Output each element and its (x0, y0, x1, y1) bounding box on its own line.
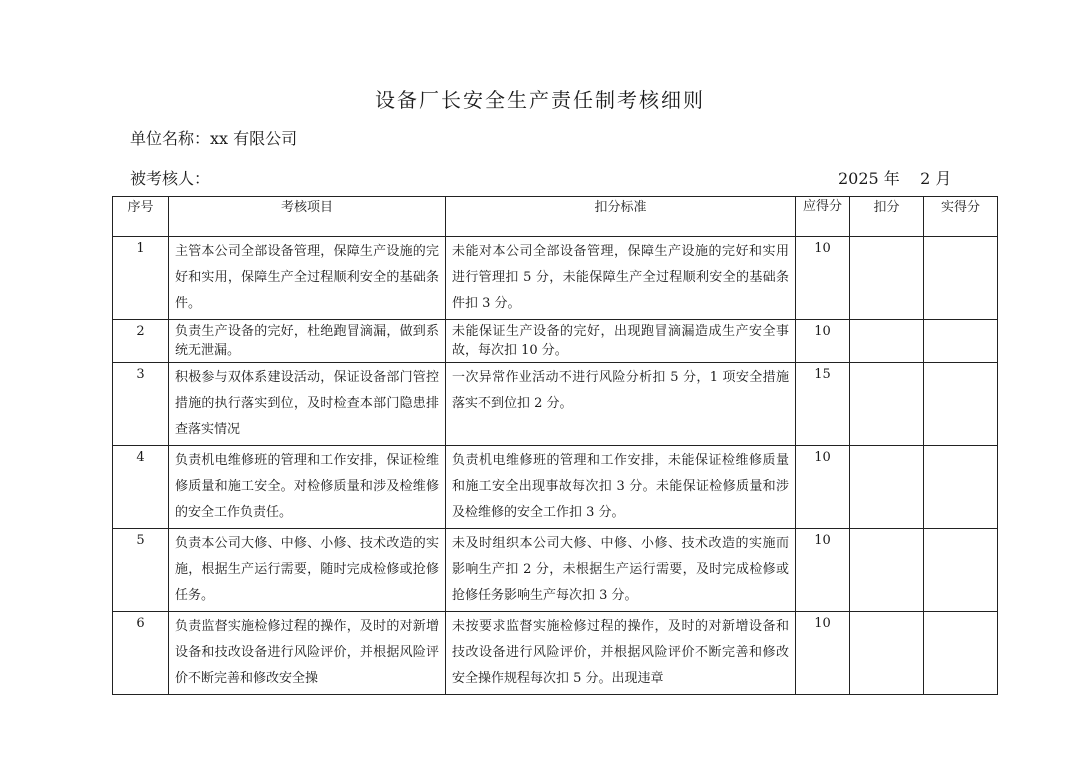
row-no: 5 (113, 529, 169, 612)
row-actual (924, 237, 998, 320)
row-score: 15 (796, 363, 850, 446)
row-item: 负责本公司大修、中修、小修、技术改造的实施，根据生产运行需要，随时完成检修或抢修任务。 (169, 529, 446, 612)
table-row (113, 446, 998, 529)
row-criteria: 未能保证生产设备的完好，出现跑冒滴漏造成生产安全事故，每次扣 10 分。 (446, 320, 796, 363)
header-item: 考核项目 (169, 197, 446, 237)
row-item: 负责生产设备的完好，杜绝跑冒滴漏，做到系统无泄漏。 (169, 320, 446, 363)
table-row (113, 237, 998, 320)
row-deduct (850, 612, 924, 695)
header-no: 序号 (113, 197, 169, 237)
header-criteria: 扣分标准 (446, 197, 796, 237)
row-item: 负责机电维修班的管理和工作安排，保证检维修质量和施工安全。对检修质量和涉及检维修的安全工作负责任。 (169, 446, 446, 529)
row-actual (924, 446, 998, 529)
row-no: 4 (113, 446, 169, 529)
header-deduct: 扣分 (850, 197, 924, 237)
header-score: 应得分 (796, 197, 850, 237)
row-deduct (850, 363, 924, 446)
row-deduct (850, 446, 924, 529)
row-deduct (850, 320, 924, 363)
row-score: 10 (796, 612, 850, 695)
assessment-table (112, 196, 998, 695)
row-no: 3 (113, 363, 169, 446)
row-criteria: 未能对本公司全部设备管理，保障生产设施的完好和实用进行管理扣 5 分，未能保障生产全过程顺利安全的基础条件扣 3 分。 (446, 237, 796, 320)
row-no: 1 (113, 237, 169, 320)
row-score: 10 (796, 320, 850, 363)
table-row (113, 363, 998, 446)
row-criteria: 负责机电维修班的管理和工作安排，未能保证检维修质量和施工安全出现事故每次扣 3 分。未能保证检修质量和涉及检维修的安全工作扣 3 分。 (446, 446, 796, 529)
document-title: 设备厂长安全生产责任制考核细则 (375, 88, 705, 112)
row-actual (924, 612, 998, 695)
row-deduct (850, 237, 924, 320)
row-score: 10 (796, 529, 850, 612)
row-item: 主管本公司全部设备管理，保障生产设施的完好和实用，保障生产全过程顺利安全的基础条件。 (169, 237, 446, 320)
row-item: 负责监督实施检修过程的操作，及时的对新增设备和技改设备进行风险评价，并根据风险评价不断完善和修改安全操 (169, 612, 446, 695)
table-header-row (113, 197, 998, 237)
row-item: 积极参与双体系建设活动，保证设备部门管控措施的执行落实到位，及时检查本部门隐患排查落实情况 (169, 363, 446, 446)
row-no: 6 (113, 612, 169, 695)
unit-name: 单位名称：xx 有限公司 (130, 129, 298, 148)
header-actual: 实得分 (924, 197, 998, 237)
table-row (113, 320, 998, 363)
row-actual (924, 363, 998, 446)
row-actual (924, 529, 998, 612)
row-score: 10 (796, 446, 850, 529)
table-row (113, 612, 998, 695)
row-criteria: 未及时组织本公司大修、中修、小修、技术改造的实施而影响生产扣 2 分，未根据生产运行需要，及时完成检修或抢修任务影响生产每次扣 3 分。 (446, 529, 796, 612)
table-row (113, 529, 998, 612)
row-criteria: 未按要求监督实施检修过程的操作，及时的对新增设备和技改设备进行风险评价，并根据风险评价不断完善和修改安全操作规程每次扣 5 分。出现违章 (446, 612, 796, 695)
row-score: 10 (796, 237, 850, 320)
row-actual (924, 320, 998, 363)
row-no: 2 (113, 320, 169, 363)
assessee-label: 被考核人： (130, 169, 211, 188)
row-deduct (850, 529, 924, 612)
assessment-date: 2025 年 2 月 (838, 169, 952, 188)
row-criteria: 一次异常作业活动不进行风险分析扣 5 分，1 项安全措施落实不到位扣 2 分。 (446, 363, 796, 446)
